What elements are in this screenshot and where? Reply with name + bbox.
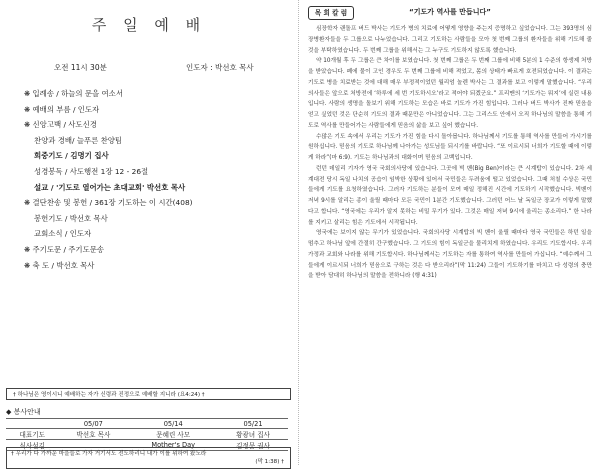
- order-item: ❋ 축 도 / 박선호 목사: [24, 260, 95, 270]
- worship-order-panel: [6, 6, 292, 465]
- table-cell: 식사섬김: [6, 440, 58, 451]
- footer-verse-text: † 우리가 다 가까운 마을들로 가자 거기서도 전도하리니 내가 이를 위하여 왔노라: [11, 451, 207, 457]
- table-cell: 박선호 목사: [58, 429, 128, 440]
- service-table-header: [6, 419, 288, 429]
- service-time: 오전 11시 30분: [54, 63, 107, 72]
- worship-order-list: [24, 86, 292, 273]
- bible-verse-box: † 하나님은 영이시니 예배하는 자가 신령과 진정으로 예배할 지니라 (요4:24) †: [6, 388, 291, 400]
- order-item: ❋ 결단찬송 및 봉헌 / 361장 기도하는 이 시간(408): [24, 198, 193, 208]
- order-item: ❋ 예배의 부름 / 인도자: [24, 104, 100, 114]
- column-paragraph: 수많은 기도 속에서 우리는 기도가 가진 힘을 다시 돌아봅니다. 하나님께서 기도를 통해 역사를 만들어 가시기를 원하십니다. 믿음의 기도로 하나님께 나아가는 성도님들 되시기를 바랍니다. “또 이르시되 너희가 기도할 때에 이렇게 하라”(마 6:9). 기도는 하나님과의 대화이며 믿음의 고백입니다.: [308, 133, 592, 161]
- order-item: 봉헌기도 / 박선호 목사: [34, 213, 108, 223]
- column-body: [308, 24, 592, 282]
- column-paragraph: 약 10개월 후 두 그룹은 큰 차이를 보였습니다. 첫 번째 그룹은 두 번째 그룹에 비해 5분의 1 수준의 항생제 처방을 받았습니다. 폐에 물이 고인 경우도 두 번째 그룹에 비해 적었고, 몸의 상태가 빠르게 호전되었습니다. 이 결과는 기도로 병을 치료받는 것에 대해 매우 부정적이었던 월리엄 놀렌 박사는 그 결과를 보고 이렇게 말했습니다. “우리 의사들은 앞으로 처방전에 ‘하루에 세 번 기도하시오’라고 적어야 되겠군요.” 프리맨의 ‘기도가는 뭐지’에 실린 내용입니다. 사람의 생명을 돌보기 위해 기도하는 모습은 바로 기도가 가진 힘입니다. 그러나 버드 박사가 진짜 믿음을 얻고 싶었던 것은 단순히 기도의 결과 때문만은 아니었습니다. 그는 그리스도 안에서 오직 하나님의 말씀을 통해 기도로 역사를 만들어가는 사람들에게 믿음의 삶을 보고 싶어 했습니다.: [308, 58, 592, 129]
- column-tag: 목 회 칼 럼: [308, 6, 354, 20]
- table-header-cell: 05/07: [58, 419, 128, 429]
- order-item: ❋ 주기도문 / 주기도문송: [24, 244, 104, 254]
- order-item: ❋ 신앙고백 / 사도신경: [24, 120, 97, 130]
- order-item: 찬양과 경배/ 늘푸른 찬양팀: [34, 135, 123, 145]
- order-item: 성경봉독 / 사도행전 1장 12 - 26절: [34, 166, 149, 176]
- table-cell: Mother's Day: [128, 440, 218, 451]
- service-leader: 인도자 : 박선호 목사: [186, 63, 254, 72]
- table-cell: 김정문 권사: [218, 440, 288, 451]
- column-paragraph: 런던 데일리 기자가 영국 국회의사당에 있습니다. 그곳에 빅 벤(Big Ben)이라는 큰 시계탑이 있습니다. 2차 세계대전 당시 독일 나치의 공습이 임박한 상황에 있어서 국민들은 두려움에 떨고 있었습니다. 그때 처칠 수상은 국민들에게 기도를 요청하였습니다. 그러자 기도하는 분들이 모여 매일 정해진 시간에 기도하기 시작했습니다. 빅벤이 저녁 9시를 알리는 종이 울릴 때마다 모든 국민이 1분간 기도했습니다. 그러던 어느 날 독일군 장교가 이렇게 말했다고 합니다. “영국에는 우리가 알지 못하는 비밀 무기가 있다. 그것은 매일 저녁 9시에 울리는 종소리다.” 한 나라를 지키고 살리는 힘은 기도에서 시작됩니다.: [308, 165, 592, 226]
- column-paragraph: 영국에는 보이지 않는 무기가 있었습니다. 국회의사당 시계탑의 빅 벤이 울릴 때마다 영국 국민들은 하던 일을 멈추고 하나님 앞에 간절히 간구했습니다. 그 기도의 힘이 독일군을 물리치게 하였습니다. 우리도 기도합시다. 우리 가정과 교회와 나라를 위해 기도합시다. 하나님께서는 기도하는 자를 통하여 역사를 만들어 가십니다. “예수께서 그들에게 이르시되 너희가 믿음으로 구하는 것은 다 받으리라”(막 11:24) 그들이 기도하기를 마치고 다 성령의 충만을 받아 담대히 하나님의 말씀을 전하니라 (행 4:31): [308, 230, 592, 280]
- page-title: 주 일 예 배: [91, 16, 207, 34]
- column-divider: [298, 0, 299, 465]
- pastor-column-panel: [306, 6, 594, 461]
- order-item: 교회소식 / 인도자: [34, 229, 92, 239]
- table-cell: 문혜린 사모: [128, 429, 218, 440]
- table-header-cell: [6, 419, 58, 429]
- column-title: “기도가 역사를 만듭니다”: [409, 8, 491, 16]
- footer-verse-box: [6, 447, 291, 469]
- table-cell: 황광녀 집사: [218, 429, 288, 440]
- table-header-cell: 05/14: [128, 419, 218, 429]
- order-item: 설교 / '기도로 열어가는 초대교회' 박선호 목사: [34, 182, 186, 192]
- table-header-cell: 05/21: [218, 419, 288, 429]
- order-item: 회중기도 / 김명기 집사: [34, 151, 109, 161]
- column-header: [306, 6, 594, 20]
- footer-verse-ref: (막 1:38) †: [255, 459, 284, 465]
- table-row: [6, 429, 288, 440]
- column-paragraph: 심장학자 랜돌프 버드 박사는 기도가 병의 치료에 어떻게 영향을 주는지 증명하고 싶었습니다. 그는 393명의 심장병환자들을 두 그룹으로 나누었습니다. 그리고 기도하는 사람들을 모아 첫 번째 그룹의 환자들을 위해 기도해 줄 것을 부탁하였습니다. 두 번째 그룹을 위해서는 그 누구도 기도하지 않도록 했습니다.: [308, 26, 592, 54]
- service-section-title: ◆ 봉사안내: [6, 408, 41, 416]
- table-cell: 대표기도: [6, 429, 58, 440]
- order-item: ❋ 입례송 / 하늘의 문을 여소서: [24, 89, 123, 98]
